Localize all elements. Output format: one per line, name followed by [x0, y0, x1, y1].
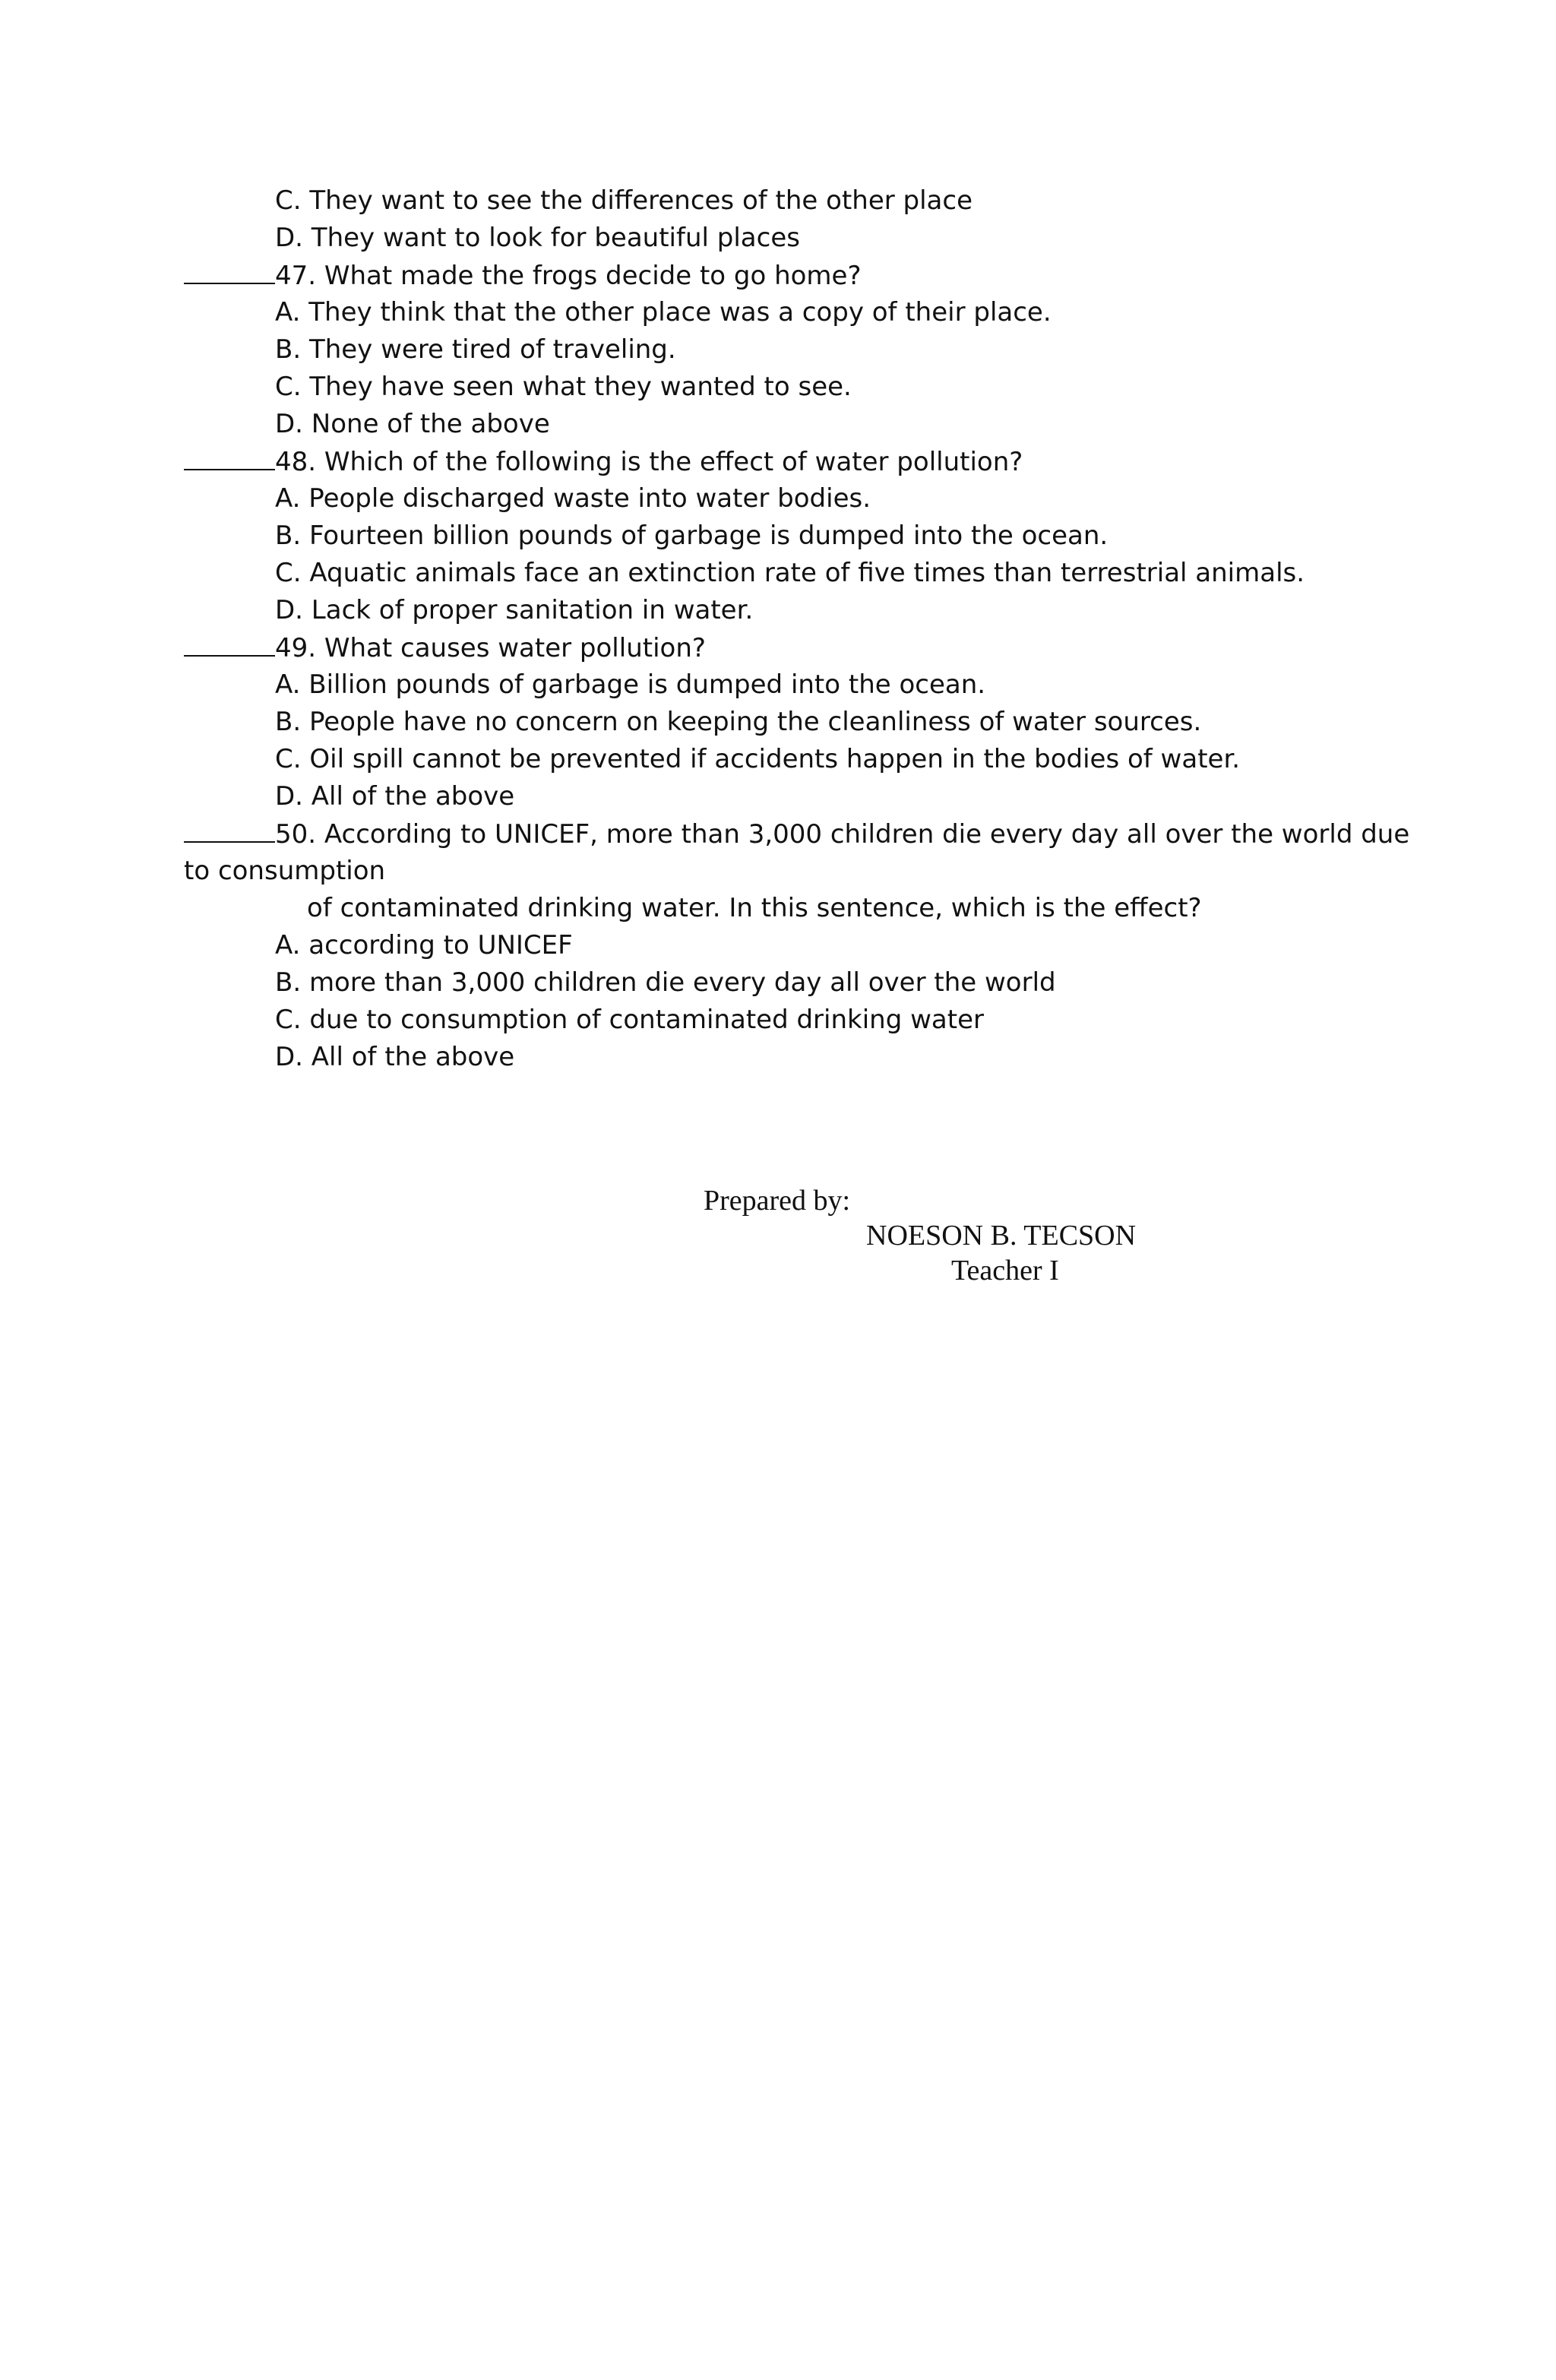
q47-option-d: D. None of the above	[275, 409, 550, 439]
q47-option-a: A. They think that the other place was a copy of their place.	[275, 297, 1052, 328]
answer-blank[interactable]	[184, 632, 275, 657]
q49-question-line	[184, 632, 706, 663]
q49-option-b: B. People have no concern on keeping the cleanliness of water sources.	[275, 707, 1202, 737]
q48-question: 48. Which of the following is the effect of water pollution?	[275, 447, 1023, 477]
q48-question-line	[184, 446, 1023, 477]
q49-question: 49. What causes water pollution?	[275, 633, 706, 663]
q50-option-c: C. due to consumption of contaminated drinking water	[275, 1005, 984, 1035]
q50-question-continuation: of contaminated drinking water. In this sentence, which is the effect?	[307, 893, 1202, 923]
answer-blank[interactable]	[184, 446, 275, 470]
q49-option-a: A. Billion pounds of garbage is dumped into the ocean.	[275, 669, 986, 700]
q50-question-wrap: to consumption	[184, 856, 386, 886]
q49-option-d: D. All of the above	[275, 781, 515, 812]
q48-option-d: D. Lack of proper sanitation in water.	[275, 595, 754, 625]
q47-question: 47. What made the frogs decide to go home?	[275, 261, 862, 291]
q50-option-b: B. more than 3,000 children die every day all over the world	[275, 967, 1056, 998]
q48-option-a: A. People discharged waste into water bodies.	[275, 483, 871, 514]
preparer-position: Teacher I	[951, 1255, 1059, 1287]
q49-option-c: C. Oil spill cannot be prevented if accidents happen in the bodies of water.	[275, 744, 1241, 774]
q47-option-c: C. They have seen what they wanted to see.	[275, 372, 852, 402]
q47-question-line	[184, 260, 862, 291]
q48-option-c: C. Aquatic animals face an extinction rate of five times than terrestrial animals.	[275, 558, 1305, 588]
q46-option-d: D. They want to look for beautiful places	[275, 223, 800, 253]
q50-option-a: A. according to UNICEF	[275, 930, 573, 961]
q50-option-d: D. All of the above	[275, 1042, 515, 1072]
q48-option-b: B. Fourteen billion pounds of garbage is dumped into the ocean.	[275, 521, 1108, 551]
q50-question: 50. According to UNICEF, more than 3,000 children die every day all over the world due	[275, 819, 1410, 850]
q46-option-c: C. They want to see the differences of the other place	[275, 185, 972, 216]
preparer-name: NOESON B. TECSON	[866, 1220, 1137, 1252]
answer-blank[interactable]	[184, 260, 275, 284]
q50-question-line	[184, 818, 1409, 850]
q47-option-b: B. They were tired of traveling.	[275, 334, 676, 365]
answer-blank[interactable]	[184, 818, 275, 843]
prepared-by-label: Prepared by:	[704, 1185, 851, 1217]
